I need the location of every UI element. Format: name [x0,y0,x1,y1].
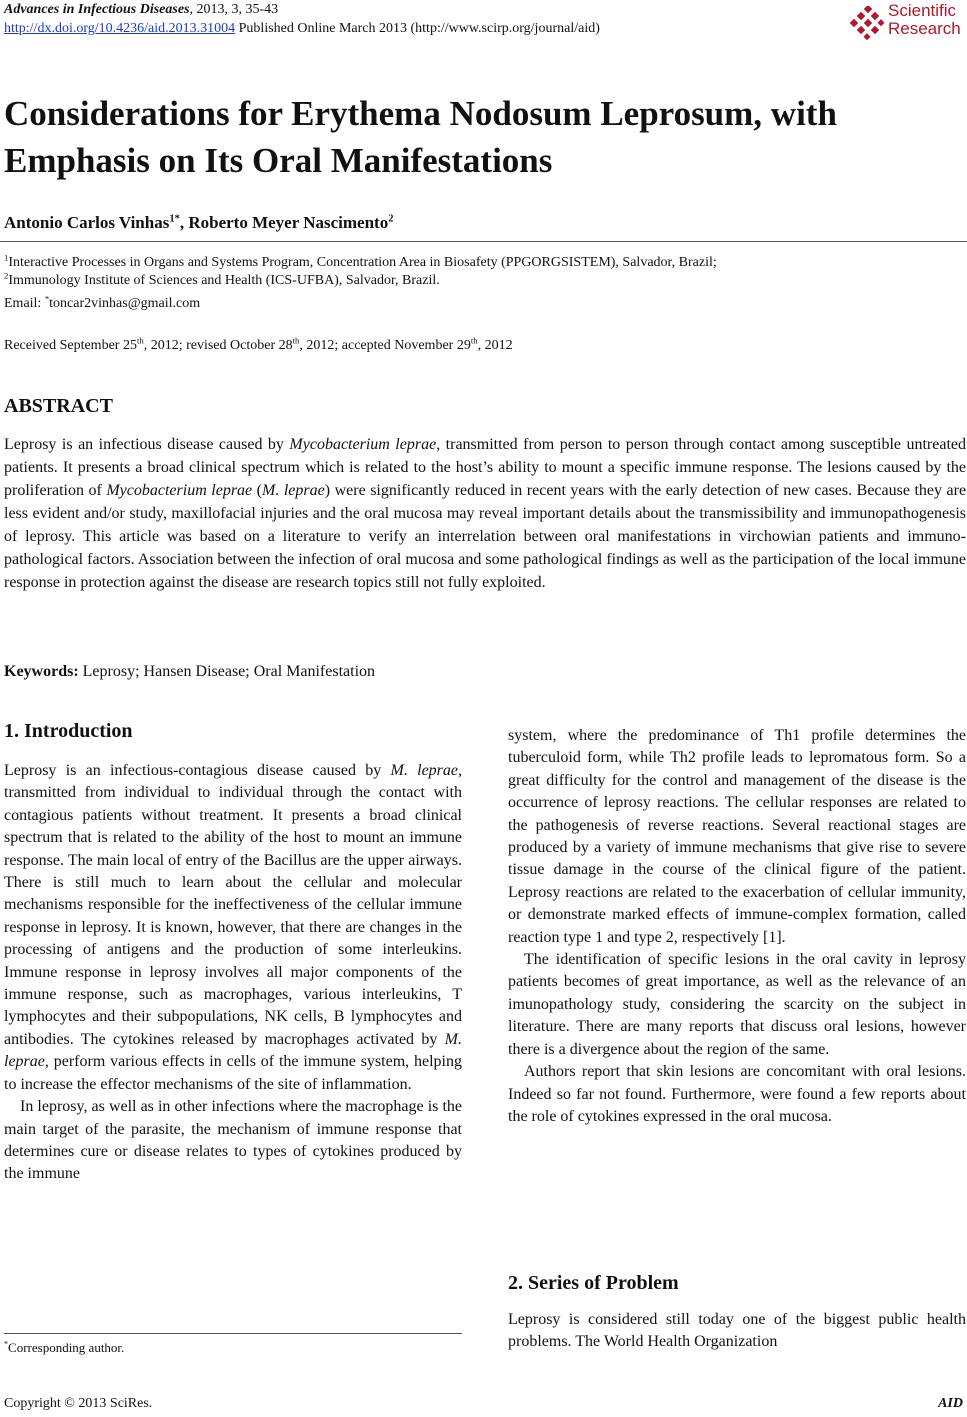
author-2-mark: 2 [388,213,394,225]
footnote [4,1340,124,1356]
copyright: Copyright © 2013 SciRes. [4,1396,153,1411]
author-1-mark: 1* [169,213,180,225]
intro-paragraph-2: In leprosy, as well as in other infections where the macrophage is the main target of the parasite, the mechanism of immune response that determines cure or disease relates to types of cytokines produced by the immune [4,1098,462,1183]
journal-citation [4,2,278,18]
journal-name: Advances in Infectious Diseases [4,2,190,17]
footnote-mark: * [4,1339,9,1349]
footnote-divider [4,1333,462,1334]
keywords [4,663,375,681]
abstract-text-2: , transmitted from person to person through contact among susceptible untreated patients. It presents a broad clinical spectrum which is related to the host’s ability to mount a specific immune response. The lesions caused by the proliferation of [4,436,966,499]
affiliation-1-mark: 1 [4,252,9,263]
intro-paragraph-1 [4,760,462,1096]
keywords-text: Leprosy; Hansen Disease; Oral Manifestation [78,663,376,680]
abstract-species-2: Mycobacterium leprae [106,482,253,499]
abstract-species-1: Mycobacterium leprae [289,436,437,453]
affiliation-2-text: Immunology Institute of Sciences and Health (ICS-UFBA), Salvador, Brazil. [8,273,440,288]
abstract-text-3: ( [252,482,263,499]
revised-date: , 2012; revised October 28 [143,338,293,353]
journal-doi-line [4,21,600,37]
logo-line-1: Scientific [888,1,957,20]
keywords-label: Keywords: [4,663,79,680]
email-line [4,293,201,312]
email-mark: * [44,293,50,304]
revised-suffix: th [292,335,300,346]
author-separator: , [179,213,189,232]
scientific-research-logo [849,2,967,42]
affiliation-1-text: Interactive Processes in Organs and Systems Program, Concentration Area in Biosafety (PPGORGSISTEM), Salvador, Brazil; [8,255,717,270]
journal-abbreviation: AID [938,1396,963,1411]
affiliation-2-mark: 2 [4,270,9,281]
section2-paragraph-1: Leprosy is considered still today one of the biggest public health problems. The World Health Organization [508,1311,966,1351]
divider [0,241,967,242]
author-2: Roberto Meyer Nascimento [188,213,389,232]
abstract-text-1: Leprosy is an infectious disease caused by [4,436,290,453]
received-date: Received September 25 [4,338,137,353]
accepted-suffix: th [470,335,478,346]
received-suffix: th [136,335,144,346]
intro-paragraph-3: The identification of specific lesions in the oral cavity in leprosy patients becomes of great importance, as well as the relevance of an imunopathology study, considering the scarcity on the subject in literature. There are many reports that discuss oral lesions, however there is a divergence about the region of the same. [508,951,966,1058]
received-dates [4,335,513,354]
accepted-date: , 2012; accepted November 29 [299,338,471,353]
intro-p1-text-c: , perform various effects in cells of the immune system, helping to increase the effector mechanisms of the site of inflammation. [4,1053,462,1093]
affiliation-1 [4,254,966,272]
footnote-text: Corresponding author. [8,1340,125,1355]
abstract-species-3: M. leprae [262,482,325,499]
section-heading-series-of-problem: 2. Series of Problem [508,1272,679,1294]
section-heading-introduction: 1. Introduction [4,720,133,742]
author-list [4,213,393,233]
email-label: Email: [4,296,45,311]
intro-p1-species-2: M. leprae [4,1030,462,1071]
author-1: Antonio Carlos Vinhas [4,213,170,232]
published-info: Published Online March 2013 (http://www.scirp.org/journal/aid) [235,21,600,36]
paper-title: Considerations for Erythema Nodosum Leprosum, with Emphasis on Its Oral Manifestations [4,94,837,180]
affiliation-2 [4,272,966,290]
column-left [4,760,462,1186]
logo-line-2: Research [888,19,961,38]
intro-p1-text-a: Leprosy is an infectious-contagious disease caused by [4,762,391,779]
intro-paragraph-2-continued: system, where the predominance of Th1 profile determines the tuberculoid form, while Th2 profile leads to lepromatous form. So a great difficulty for the control and management of the disease is the occurrence of leprosy reactions. The cellular responses are related to the pathogenesis of reverse reactions. Several reactional stages are produced by a variety of immune mechanisms that give rise to severe tissue damage in the course of the clinical figure of the patient. Leprosy reactions are related to the exacerbation of cellular immunity, or demonstrate marked effects of immune-complex formation, called reaction type 1 and type 2, respectively [1]. [508,727,966,946]
intro-paragraph-4: Authors report that skin lesions are concomitant with oral lesions. Indeed so far not found. Furthermore, were found a few reports about the role of cytokines expressed in the oral mucosa. [508,1063,966,1125]
column-right [508,725,966,1128]
email-address: toncar2vinhas@gmail.com [49,296,201,311]
abstract-text-4: ) were significantly reduced in recent years with the early detection of new cases. Because they are less evident and/or study, maxillofacial injuries and the oral mucosa may reveal important details about the transmissibility and immunopathogenesis of leprosy. This article was based on a literature to verify an interrelation between oral manifestations in virchowian patients and immuno-pathological factors. Association between the infection of oral mucosa and some pathological findings as well as the participation of the local immune response in protection against the disease are research topics still not fully exploited. [4,482,967,591]
logo-mark-icon [849,6,885,40]
abstract-body [4,433,966,594]
affiliations [4,254,966,290]
abstract-heading: ABSTRACT [4,395,113,417]
journal-issue: , 2013, 3, 35-43 [189,2,279,17]
intro-p1-species-1: M. leprae [390,762,458,779]
accepted-year: , 2012 [477,338,513,353]
intro-p1-text-b: , transmitted from individual to individual through the contact with contagious patients without treatment. It presents a broad clinical spectrum that is related to the ability of the host to mount an immune response. The main local of entry of the Bacillus are the upper airways. There is still much to learn about the cellular and molecular mechanisms responsible for the ineffectiveness of the cellular immune response in leprosy. It is known, however, that there are changes in the processing of antigens and the production of some interleukins. Immune response in leprosy involves all major components of the immune response, such as macrophages, various interleukins, T lymphocytes and their subpopulations, NK cells, B lymphocytes and antibodies. The cytokines released by macrophages activated by [4,762,462,1048]
doi-link[interactable]: http://dx.doi.org/10.4236/aid.2013.31004 [4,21,236,36]
